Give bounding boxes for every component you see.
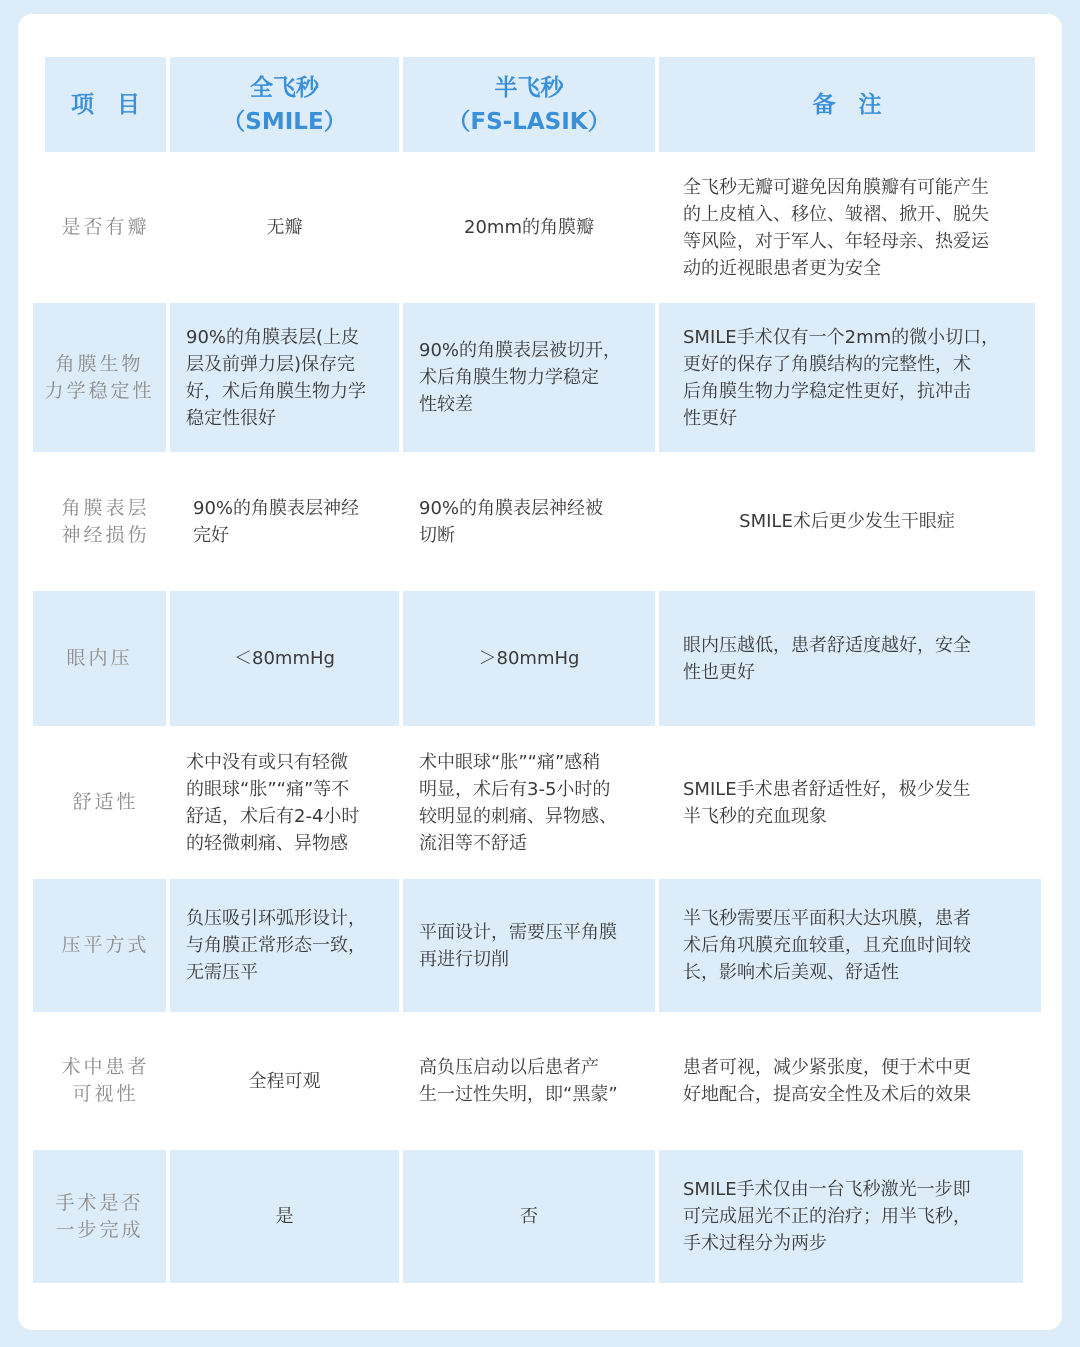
fs-cell bbox=[403, 455, 655, 588]
smile-value: 是 bbox=[275, 1206, 294, 1227]
row-label: 眼内压 bbox=[66, 647, 133, 669]
fs-cell bbox=[403, 1150, 655, 1283]
row-label-cell bbox=[33, 591, 166, 726]
header-fs-cell bbox=[403, 57, 655, 152]
row-label-cell bbox=[45, 1015, 166, 1147]
fs-cell bbox=[403, 1015, 655, 1147]
smile-cell bbox=[170, 1015, 399, 1147]
smile-value: 90%的角膜表层(上皮 层及前弹力层)保存完 好，术后角膜生物力学 稳定性很好 bbox=[186, 326, 366, 429]
row-label-cell bbox=[33, 1150, 166, 1283]
smile-value: 全程可观 bbox=[248, 1070, 321, 1092]
row-label: 手术是否 一步完成 bbox=[55, 1191, 144, 1241]
note-cell bbox=[659, 455, 1035, 588]
fs-value: 平面设计，需要压平角膜 再进行切削 bbox=[419, 921, 617, 970]
note-value: SMILE术后更少发生干眼症 bbox=[739, 511, 955, 532]
fs-value: 术中眼球“胀”“痛”感稍 明显，术后有3-5小时的 较明显的刺痛、异物感、 流泪等不舒适 bbox=[419, 751, 617, 854]
fs-cell bbox=[403, 303, 655, 452]
row-label-cell bbox=[45, 455, 166, 588]
smile-value: 负压吸引环弧形设计， 与角膜正常形态一致， 无需压平 bbox=[186, 908, 366, 983]
smile-value: 90%的角膜表层神经 完好 bbox=[193, 497, 360, 546]
header-smile-sub: （SMILE） bbox=[222, 108, 347, 135]
header-smile-cell bbox=[170, 57, 399, 152]
header-item: 项 目 bbox=[71, 91, 140, 118]
row-label: 压平方式 bbox=[61, 934, 150, 956]
fs-value: 高负压启动以后患者产 生一过性失明，即“黑蒙” bbox=[419, 1057, 618, 1105]
note-cell bbox=[659, 155, 1035, 300]
note-cell bbox=[659, 879, 1041, 1012]
row-label: 是否有瓣 bbox=[61, 216, 150, 238]
header-note: 备 注 bbox=[812, 91, 882, 118]
note-cell bbox=[659, 1015, 1035, 1147]
row-label-cell bbox=[45, 729, 166, 876]
fs-cell bbox=[403, 591, 655, 726]
row-label: 舒适性 bbox=[72, 791, 139, 813]
fs-cell bbox=[403, 155, 655, 300]
note-value: SMILE手术患者舒适性好，极少发生 半飞秒的充血现象 bbox=[683, 778, 971, 827]
row-label: 角膜生物 力学稳定性 bbox=[44, 352, 155, 402]
row-label: 术中患者 可视性 bbox=[61, 1056, 150, 1105]
row-label-cell bbox=[45, 155, 166, 300]
smile-value: ＜80mmHg bbox=[234, 648, 335, 669]
smile-cell bbox=[170, 591, 399, 726]
note-value: 全飞秒无瓣可避免因角膜瓣有可能产生 的上皮植入、移位、皱褶、掀开、脱失 等风险，对于军人、年轻母亲、热爱运 动的近视眼患者更为安全 bbox=[683, 176, 989, 279]
smile-cell bbox=[170, 1150, 399, 1283]
header-fs-sub: （FS-LASIK） bbox=[447, 108, 611, 135]
header-note-cell bbox=[659, 57, 1035, 152]
smile-cell bbox=[170, 155, 399, 300]
smile-value: 术中没有或只有轻微 的眼球“胀”“痛”等不 舒适，术后有2-4小时 的轻微刺痛、异物感 bbox=[186, 751, 360, 854]
note-cell bbox=[659, 729, 1035, 876]
note-value: 半飞秒需要压平面积大达巩膜，患者 术后角巩膜充血较重，且充血时间较 长，影响术后美观、舒适性 bbox=[683, 908, 971, 983]
note-cell bbox=[659, 1150, 1023, 1283]
note-value: 患者可视，减少紧张度，便于术中更 好地配合，提高安全性及术后的效果 bbox=[683, 1057, 971, 1105]
fs-cell bbox=[403, 729, 655, 876]
smile-value: 无瓣 bbox=[266, 217, 303, 238]
smile-cell bbox=[170, 879, 399, 1012]
row-label-cell bbox=[33, 879, 166, 1012]
row-label: 角膜表层 神经损伤 bbox=[61, 496, 150, 546]
note-value: SMILE手术仅由一台飞秒激光一步即 可完成屈光不正的治疗；用半飞秒， 手术过程分为两步 bbox=[683, 1179, 971, 1254]
fs-value: 20mm的角膜瓣 bbox=[464, 217, 594, 238]
note-cell bbox=[659, 303, 1035, 452]
note-value: SMILE手术仅有一个2mm的微小切口， 更好的保存了角膜结构的完整性，术 后角膜生物力学稳定性更好，抗冲击 性更好 bbox=[683, 326, 1000, 429]
note-cell bbox=[659, 591, 1035, 726]
note-value: 眼内压越低，患者舒适度越好，安全 性也更好 bbox=[683, 634, 971, 683]
header-fs-name: 半飞秒 bbox=[494, 74, 564, 101]
fs-value: 90%的角膜表层神经被 切断 bbox=[419, 497, 604, 546]
smile-cell bbox=[170, 303, 399, 452]
row-label-cell bbox=[33, 303, 166, 452]
fs-value: ＞80mmHg bbox=[478, 648, 580, 669]
header-smile-name: 全飞秒 bbox=[250, 74, 319, 101]
smile-cell bbox=[170, 729, 399, 876]
fs-value: 否 bbox=[520, 1206, 538, 1227]
fs-value: 90%的角膜表层被切开， 术后角膜生物力学稳定 性较差 bbox=[419, 340, 622, 415]
fs-cell bbox=[403, 879, 655, 1012]
header-item-cell bbox=[45, 57, 166, 152]
smile-cell bbox=[170, 455, 399, 588]
